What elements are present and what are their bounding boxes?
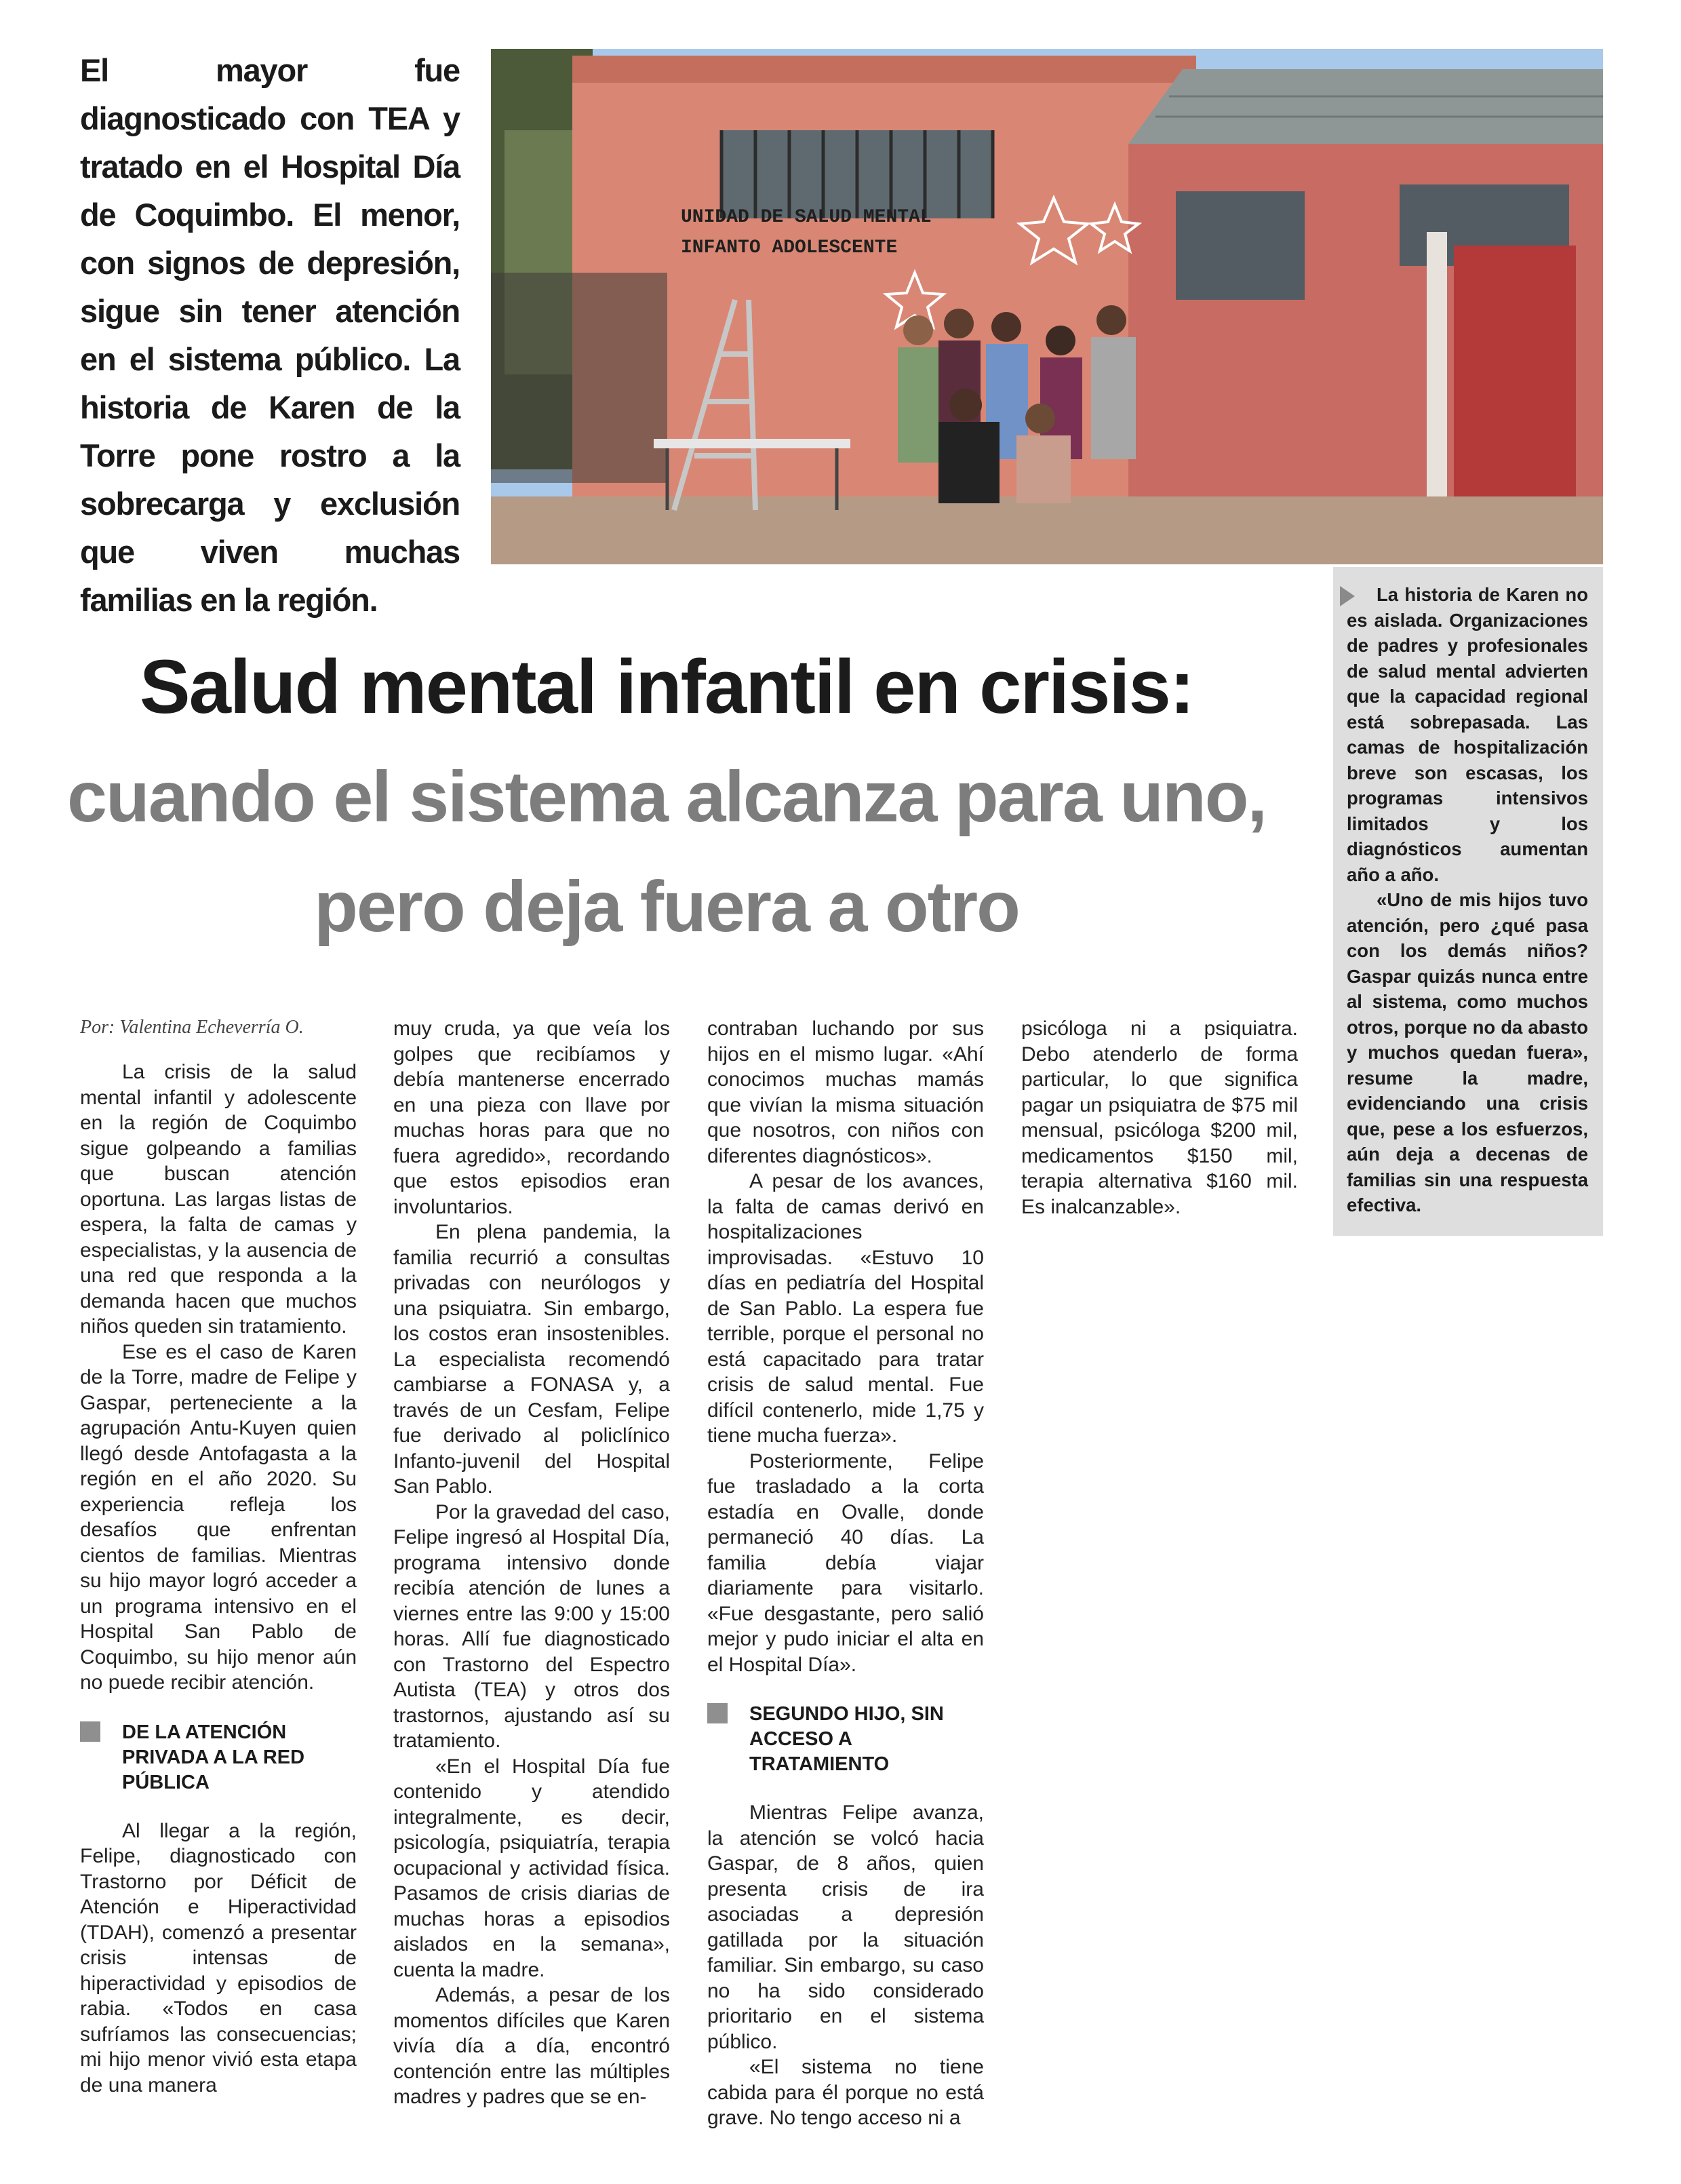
col2-paragraph-5: Además, a pesar de los momentos difíciles que Karen vivía día a día, encontró contención entre las múltiples madres y padres que se en- <box>393 1984 670 2108</box>
article-column-3 <box>707 1016 984 2131</box>
article-column-2 <box>393 1016 670 2110</box>
col2-paragraph-2: En plena pandemia, la familia recurrió a consultas privadas con neurólogos y una psiquiatra. Sin embargo, los costos eran insostenibles. La especialista recomendó cambiarse a FONASA y, a través de un Cesfam, Felipe fue derivado al policlínico Infanto-juvenil del Hospital San Pablo. <box>393 1221 670 1498</box>
subheading-second-son <box>707 1702 984 1777</box>
sign-line2: INFANTO ADOLESCENTE <box>681 237 898 258</box>
article-column-4 <box>1021 1016 1298 1220</box>
col3-paragraph-2: A pesar de los avances, la falta de camas derivó en hospitalizaciones improvisadas. «Estuvo 10 días en pediatría del Hospital de San Pablo. La espera fue terrible, porque el personal no está capacitado para tratar crisis de salud mental. Fue difícil contenerlo, mide 1,75 y tiene mucha fuerza». <box>707 1170 984 1447</box>
headline-line-2: cuando el sistema alcanza para uno, <box>67 757 1266 837</box>
article-column-1 <box>80 1016 357 2098</box>
subheading-text: SEGUNDO HIJO, SIN ACCESO A TRATAMIENTO <box>749 1703 944 1775</box>
square-bullet-icon <box>80 1721 100 1742</box>
col3-paragraph-3: Posteriormente, Felipe fue trasladado a la corta estadía en Ovalle, donde permaneció 40 días. La familia debía viajar diariamente para visitarlo. «Fue desgastante, pero salió mejor y pudo iniciar el alta en el Hospital Día». <box>707 1449 984 1676</box>
headline-line-3: pero deja fuera a otro <box>314 867 1019 947</box>
lede-paragraph: El mayor fue diagnosticado con TEA y tratado en el Hospital Día de Coquimbo. El menor, con signos de depresión, sigue sin tener atención en el sistema público. La historia de Karen de la Torre pone rostro a la sobrecarga y exclusión que viven muchas familias en la región. <box>80 52 460 618</box>
col2-paragraph-4: «En el Hospital Día fue contenido y atendido integralmente, es decir, psicología, psiquiatría, terapia ocupacional y actividad física. Pasamos de crisis diarias de muchas horas a episodios aislados en la semana», cuenta la madre. <box>393 1755 670 1981</box>
sign-line1: UNIDAD DE SALUD MENTAL <box>681 207 932 228</box>
headline-line-1: Salud mental infantil en crisis: <box>139 644 1194 729</box>
col1-paragraph-2: Ese es el caso de Karen de la Torre, madre de Felipe y Gaspar, perteneciente a la agrupación Antu-Kuyen quien llegó desde Antofagasta a la región en el año 2020. Su experiencia refleja los desafíos que enfrentan cientos de familias. Mientras su hijo mayor logró acceder a un programa intensivo en el Hospital San Pablo de Coquimbo, su hijo menor aún no puede recibir atención. <box>80 1340 357 1694</box>
triangle-bullet-icon <box>1340 586 1355 606</box>
article-photo <box>491 49 1603 564</box>
subheading-text: DE LA ATENCIÓN PRIVADA A LA RED PÚBLICA <box>122 1721 305 1793</box>
col4-paragraph-1: psicóloga ni a psiquiatra. Debo atenderlo de forma particular, lo que significa pagar un psiquiatra de $75 mil mensual, psicóloga $200 mil, medicamentos $150 mil, terapia alternativa $160 mil. Es inalcanzable». <box>1021 1017 1298 1218</box>
col3-paragraph-1: contraban luchando por sus hijos en el mismo lugar. «Ahí conocimos muchas mamás que vivían la misma situación que nosotros, con niños con diferentes diagnósticos». <box>707 1017 984 1167</box>
sidebar-paragraph-2: «Uno de mis hijos tuvo atención, pero ¿qué pasa con los demás niños? Gaspar quizás nunca entre al sistema, como muchos otros, porque no da abasto y muchos quedan fuera», resume la madre, evidenciando una crisis que, pese a los esfuerzos, aún deja a decenas de familias sin una respuesta efectiva. <box>1347 889 1588 1215</box>
col3-paragraph-4: Mientras Felipe avanza, la atención se volcó hacia Gaspar, de 8 años, quien presenta crisis de ira asociadas a depresión gatillada por la situación familiar. Sin embargo, su caso no ha sido considerado prioritario en el sistema público. <box>707 1801 984 2053</box>
col2-paragraph-3: Por la gravedad del caso, Felipe ingresó al Hospital Día, programa intensivo donde recibía atención de lunes a viernes entre las 9:00 y 15:00 horas. Allí fue diagnosticado con Trastorno del Espectro Autista (TEA) y otros dos trastornos, ajustando así su tratamiento. <box>393 1500 670 1752</box>
sidebar-paragraph-1: La historia de Karen no es aislada. Organizaciones de padres y profesionales de salud mental advierten que la capacidad regional está sobrepasada. Las camas de hospitalización breve son escasas, los programas intensivos limitados y los diagnósticos aumentan año a año. <box>1347 584 1588 885</box>
col1-paragraph-1: La crisis de la salud mental infantil y adolescente en la región de Coquimbo sigue golpeando a familias que buscan atención oportuna. Las largas listas de espera, la falta de camas y especialistas, y la ausencia de una red que responda a la demanda hacen que muchos niños queden sin tratamiento. <box>80 1061 357 1338</box>
subheading-private-to-public <box>80 1720 357 1795</box>
sidebar-box <box>1333 567 1603 1236</box>
col3-paragraph-5: «El sistema no tiene cabida para él porque no está grave. No tengo acceso ni a <box>707 2056 984 2129</box>
byline: Por: Valentina Echeverría O. <box>80 1017 304 1038</box>
health-unit-building-photo <box>491 49 1603 564</box>
col2-paragraph-1: muy cruda, ya que veía los golpes que recibíamos y debía mantenerse encerrado en una pieza con llave por muchas horas para que no fuera agredido», recordando que estos episodios eran involuntarios. <box>393 1017 670 1218</box>
col1-paragraph-3: Al llegar a la región, Felipe, diagnosticado con Trastorno por Déficit de Atención e Hiperactividad (TDAH), comenzó a presentar crisis intensas de hiperactividad y episodios de rabia. «Todos en casa sufríamos las consecuencias; mi hijo menor vivió esta etapa de una manera <box>80 1819 357 2097</box>
square-bullet-icon <box>707 1703 728 1723</box>
